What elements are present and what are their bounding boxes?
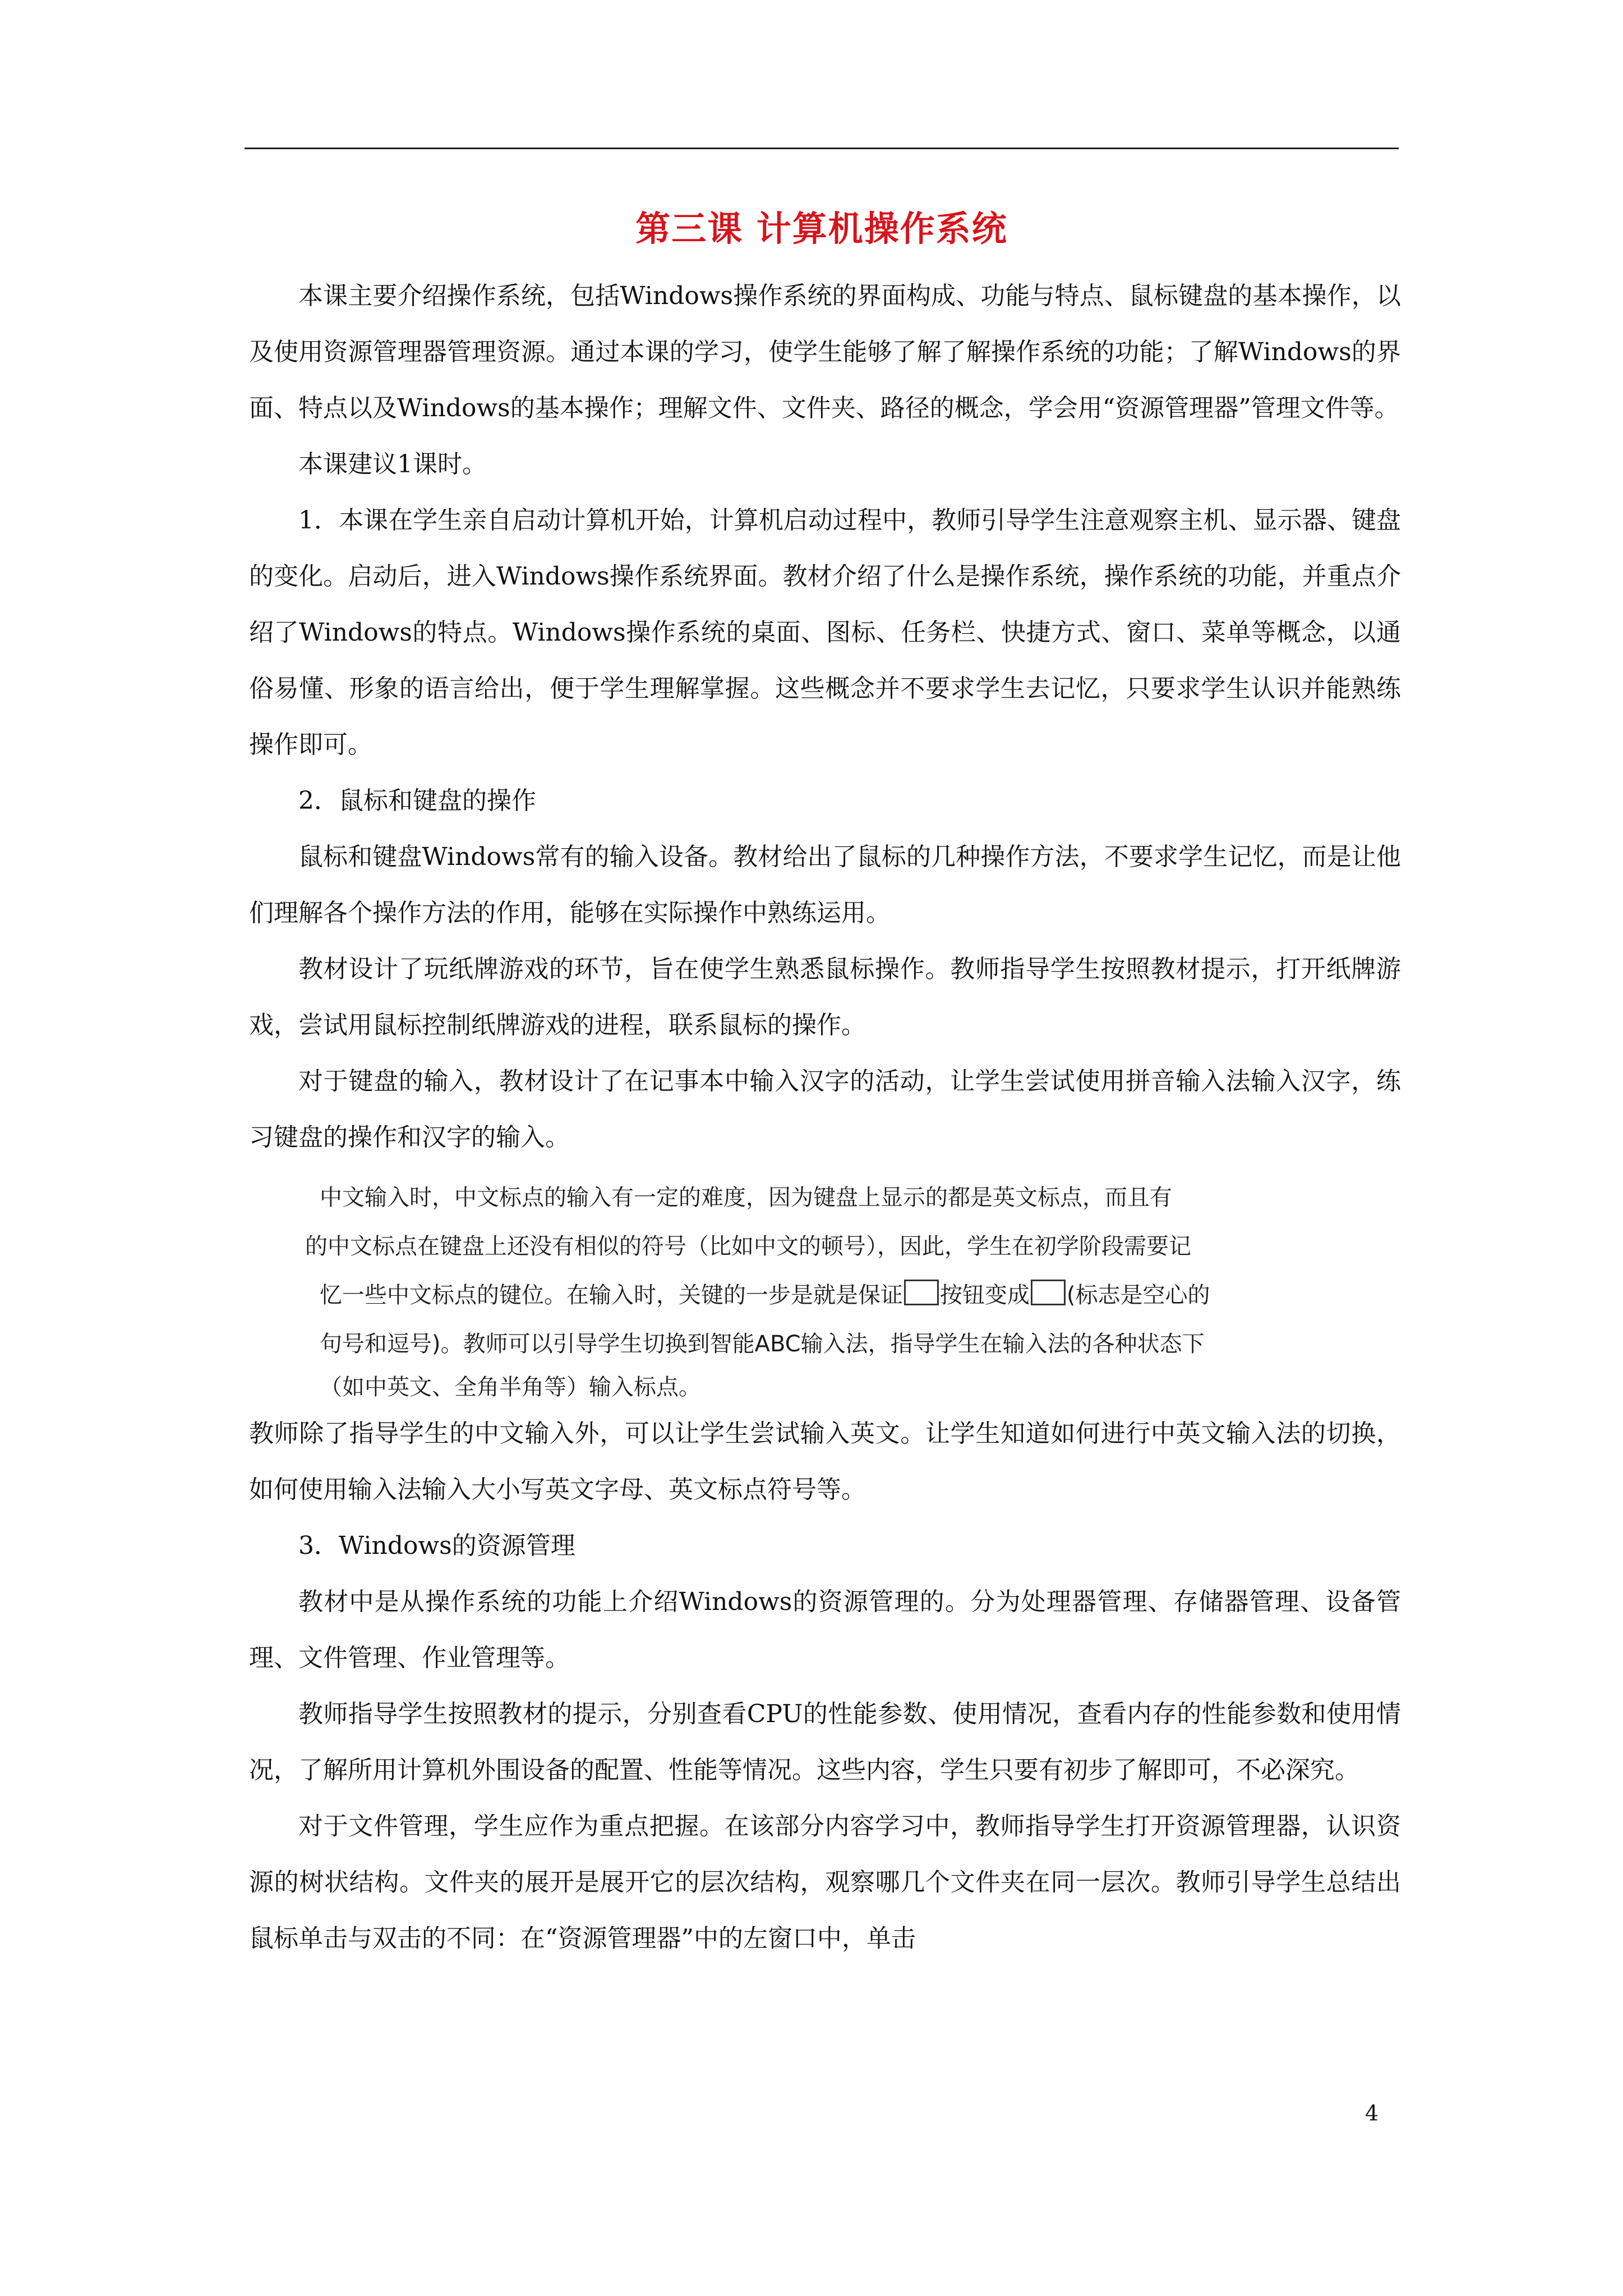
snippet-line: （如中英文、全角半角等）输入标点。: [320, 1374, 701, 1400]
section-2-paragraph-4: 教师除了指导学生的中文输入外，可以让学生尝试输入英文。让学生知道如何进行中英文输入法的切换，如何使用输入法输入大小写英文字母、英文标点符号等。: [249, 1419, 1401, 1504]
section-3-paragraph-2: 教师指导学生按照教材的提示，分别查看CPU的性能参数、使用情况，查看内存的性能参数和使用情况，了解所用计算机外围设备的配置、性能等情况。这些内容，学生只要有初步了解即可，不必深究。: [249, 1700, 1401, 1784]
page-title: 第三课 计算机操作系统: [635, 208, 1008, 249]
snippet-text: 忆一些中文标点的键位。在输入时，关键的一步是就是保证: [320, 1282, 903, 1308]
page-number: 4: [1365, 2101, 1379, 2125]
punctuation-button-hollow-icon: [1031, 1280, 1066, 1305]
document-body: [249, 268, 1401, 1967]
snippet-line: 中文输入时，中文标点的输入有一定的难度，因为键盘上显示的都是英文标点，而且有: [320, 1185, 1172, 1211]
punctuation-button-solid-icon: [904, 1280, 939, 1305]
section-2-paragraph-1: 鼠标和键盘Windows常有的输入设备。教材给出了鼠标的几种操作方法，不要求学生记忆，而是让他们理解各个操作方法的作用，能够在实际操作中熟练运用。: [249, 843, 1401, 927]
hours-paragraph: 本课建议1课时。: [298, 450, 487, 478]
intro-paragraph: 本课主要介绍操作系统，包括Windows操作系统的界面构成、功能与特点、鼠标键盘的基本操作，以及使用资源管理器管理资源。通过本课的学习，使学生能够了解了解操作系统的功能；了解Windows的界面、特点以及Windows的基本操作；理解文件、文件夹、路径的概念，学会用“资源管理器”管理文件等。: [249, 282, 1401, 422]
section-2-heading: 2．鼠标和键盘的操作: [298, 786, 536, 815]
embedded-text-snippet: [249, 1174, 1401, 1406]
section-3-heading: 3．Windows的资源管理: [298, 1531, 575, 1560]
snippet-line: 句号和逗号)。教师可以引导学生切换到智能ABC输入法，指导学生在输入法的各种状态下: [320, 1331, 1205, 1357]
snippet-text: 按钮变成: [940, 1282, 1030, 1308]
section-3-paragraph-1: 教材中是从操作系统的功能上介绍Windows的资源管理的。分为处理器管理、存储器管理、设备管理、文件管理、作业管理等。: [249, 1588, 1401, 1672]
snippet-line: [249, 1271, 1401, 1320]
section-1-paragraph: 1．本课在学生亲自启动计算机开始，计算机启动过程中，教师引导学生注意观察主机、显示器、键盘的变化。启动后，进入Windows操作系统界面。教材介绍了什么是操作系统，操作系统的功能，并重点介绍了Windows的特点。Windows操作系统的桌面、图标、任务栏、快捷方式、窗口、菜单等概念，以通俗易懂、形象的语言给出，便于学生理解掌握。这些概念并不要求学生去记忆，只要求学生认识并能熟练操作即可。: [249, 506, 1401, 759]
snippet-line: 的中文标点在键盘上还没有相似的符号（比如中文的顿号），因此，学生在初学阶段需要记: [305, 1234, 1191, 1259]
section-2-paragraph-3: 对于键盘的输入，教材设计了在记事本中输入汉字的活动，让学生尝试使用拼音输入法输入汉字，练习键盘的操作和汉字的输入。: [249, 1067, 1401, 1152]
section-3-paragraph-3: 对于文件管理，学生应作为重点把握。在该部分内容学习中，教师指导学生打开资源管理器，认识资源的树状结构。文件夹的展开是展开它的层次结构，观察哪几个文件夹在同一层次。教师引导学生总结出鼠标单击与双击的不同：在“资源管理器”中的左窗口中，单击: [249, 1812, 1401, 1953]
section-2-paragraph-2: 教材设计了玩纸牌游戏的环节，旨在使学生熟悉鼠标操作。教师指导学生按照教材提示，打开纸牌游戏，尝试用鼠标控制纸牌游戏的进程，联系鼠标的操作。: [249, 955, 1401, 1039]
header-rule: [245, 148, 1399, 149]
snippet-text: (标志是空心的: [1067, 1282, 1210, 1308]
